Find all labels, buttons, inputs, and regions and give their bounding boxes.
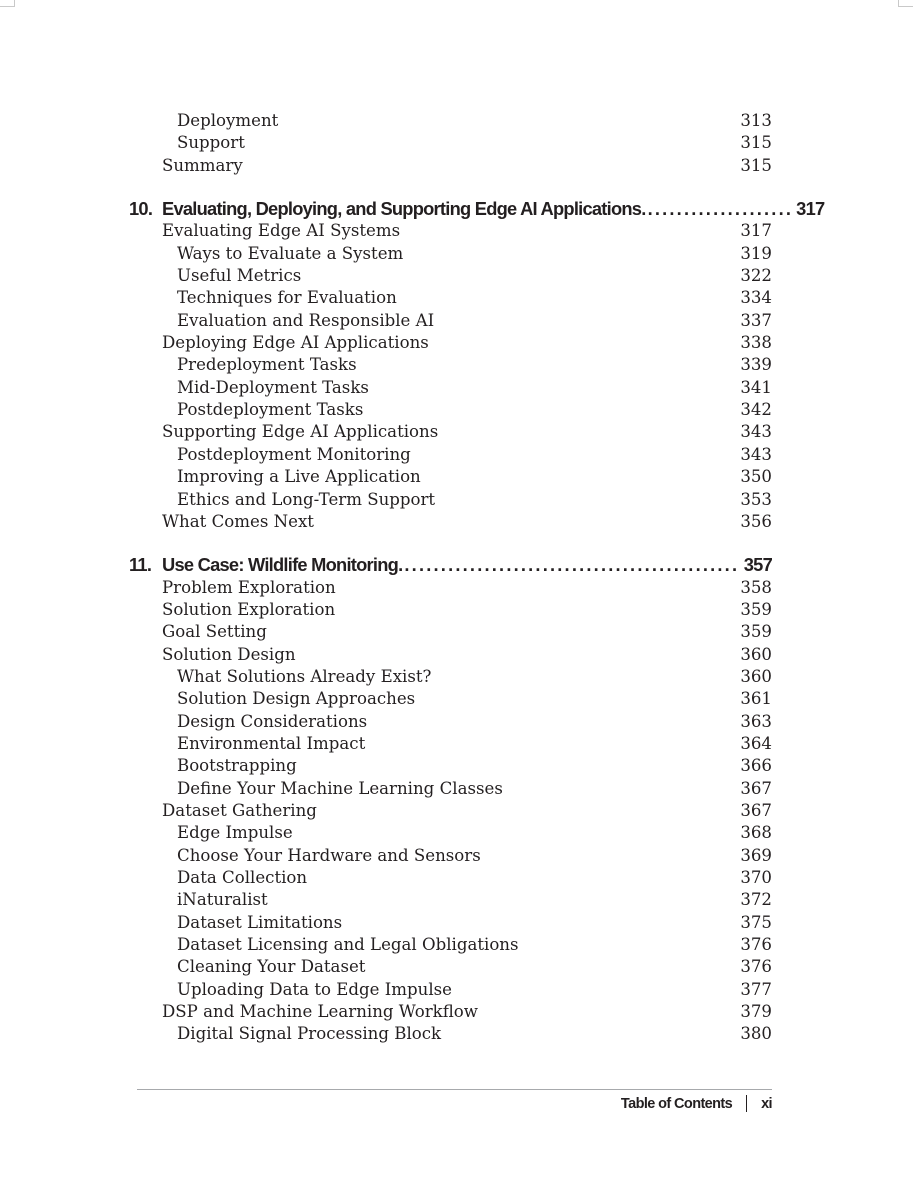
- toc-entry-title: Solution Design: [162, 644, 296, 664]
- chapter-page: 317: [796, 198, 825, 220]
- toc-entry-page: 376: [740, 957, 772, 977]
- toc-entry-title: What Comes Next: [162, 511, 314, 531]
- toc-entry[interactable]: [0, 466, 913, 488]
- chapter-heading[interactable]: [0, 198, 913, 220]
- toc-entry-title: Define Your Machine Learning Classes: [177, 778, 503, 798]
- toc-entry-page: 369: [740, 845, 772, 865]
- toc-entry-title: Dataset Licensing and Legal Obligations: [177, 935, 519, 955]
- toc-entry[interactable]: [0, 243, 913, 265]
- toc-entry-page: 375: [740, 912, 772, 932]
- toc-entry-page: 361: [740, 689, 772, 709]
- toc-entry-title: Ethics and Long-Term Support: [177, 489, 436, 509]
- toc-entry-page: 366: [740, 756, 772, 776]
- toc-entry-page: 343: [740, 422, 772, 442]
- toc-entry-title: iNaturalist: [177, 890, 268, 910]
- toc-entry-page: 372: [740, 890, 772, 910]
- chapter-title-line: [162, 554, 772, 576]
- crop-mark-left: [0, 0, 15, 7]
- chapter-title-line: [162, 198, 825, 220]
- toc-entry[interactable]: [0, 733, 913, 755]
- dot-leader: ....................: [647, 198, 794, 220]
- toc-entry-title: Evaluation and Responsible AI: [177, 310, 435, 330]
- toc-entry-title: Predeployment Tasks: [177, 355, 357, 375]
- toc-entry-title: Solution Design Approaches: [177, 689, 416, 709]
- toc-entry[interactable]: [0, 889, 913, 911]
- toc-entry-title: Postdeployment Tasks: [177, 400, 364, 420]
- toc-entry[interactable]: [0, 934, 913, 956]
- toc-entry-page: 322: [740, 266, 772, 286]
- toc-entry[interactable]: [0, 956, 913, 978]
- toc-entry-page: 367: [740, 778, 772, 798]
- toc-entry-title: Supporting Edge AI Applications: [162, 422, 439, 442]
- toc-entry-page: 356: [740, 511, 772, 531]
- toc-entry[interactable]: [0, 800, 913, 822]
- toc-entry-title: Bootstrapping: [177, 756, 297, 776]
- toc-entry[interactable]: [0, 867, 913, 889]
- toc-entry-title: Digital Signal Processing Block: [177, 1024, 442, 1044]
- toc-entry[interactable]: [0, 979, 913, 1001]
- toc-entry-title: Deploying Edge AI Applications: [162, 333, 429, 353]
- toc-entry-title: Problem Exploration: [162, 577, 336, 597]
- chapter-number: 10.: [129, 198, 153, 220]
- toc-entry[interactable]: [0, 132, 913, 154]
- toc-entry-page: 319: [740, 243, 772, 263]
- chapter-title: Use Case: Wildlife Monitoring.: [162, 554, 403, 576]
- toc-entry-title: Ways to Evaluate a System: [177, 243, 404, 263]
- dot-leader: ..............................................: [404, 554, 740, 576]
- toc-entry[interactable]: [0, 377, 913, 399]
- toc-entry[interactable]: [0, 644, 913, 666]
- toc-entry-title: Evaluating Edge AI Systems: [162, 221, 401, 241]
- toc-entry[interactable]: [0, 755, 913, 777]
- toc-entry-page: 353: [740, 489, 772, 509]
- toc-entry[interactable]: [0, 778, 913, 800]
- toc-entry-title: Environmental Impact: [177, 733, 366, 753]
- toc-entry-title: Summary: [162, 155, 243, 175]
- toc-entry[interactable]: [0, 511, 913, 533]
- toc-entry[interactable]: [0, 310, 913, 332]
- toc-entry-title: Edge Impulse: [177, 823, 293, 843]
- footer-separator: [746, 1095, 747, 1112]
- toc-entry-title: Cleaning Your Dataset: [177, 957, 366, 977]
- toc-entry-page: 341: [740, 377, 772, 397]
- toc-entry[interactable]: [0, 822, 913, 844]
- toc-entry[interactable]: [0, 489, 913, 511]
- toc-entry[interactable]: [0, 577, 913, 599]
- toc-entry[interactable]: [0, 354, 913, 376]
- toc-entry-page: 363: [740, 711, 772, 731]
- toc-entry-title: What Solutions Already Exist?: [177, 666, 432, 686]
- toc-entry-title: Data Collection: [177, 868, 308, 887]
- toc-entry-page: 360: [740, 644, 772, 664]
- toc-entry-title: Solution Exploration: [162, 599, 336, 619]
- chapter-title: Evaluating, Deploying, and Supporting Edge AI Applications.: [162, 198, 646, 220]
- toc-entry-page: 359: [740, 622, 772, 642]
- footer-page-number: xi: [761, 1095, 772, 1112]
- toc-entry-title: Support: [177, 133, 245, 153]
- toc-entry[interactable]: [0, 1001, 913, 1023]
- chapter-page: 357: [743, 554, 772, 576]
- toc-entry-page: 360: [740, 666, 772, 686]
- toc-entry-page: 377: [740, 979, 772, 999]
- toc-entry[interactable]: [0, 599, 913, 621]
- toc-entry-page: 337: [740, 310, 772, 330]
- toc-entry-page: 368: [740, 823, 772, 843]
- toc-entry-title: Dataset Gathering: [162, 800, 317, 820]
- toc-entry-title: Deployment: [177, 111, 279, 130]
- toc-entry-page: 317: [740, 221, 772, 241]
- toc-entry-title: Mid-Deployment Tasks: [177, 377, 369, 397]
- toc-entry-page: 339: [740, 355, 772, 375]
- toc-entry-page: 364: [740, 733, 772, 753]
- toc-entry[interactable]: [0, 220, 913, 242]
- toc-entry-title: DSP and Machine Learning Workflow: [162, 1002, 478, 1022]
- toc-entry[interactable]: [0, 110, 913, 132]
- toc-entry-page: 315: [740, 155, 772, 175]
- toc-entry-page: 380: [740, 1024, 772, 1044]
- toc-entry[interactable]: [0, 399, 913, 421]
- toc-entry-page: 379: [740, 1002, 772, 1022]
- toc-entry[interactable]: [0, 621, 913, 643]
- toc-entry-page: 342: [740, 400, 772, 420]
- chapter-heading[interactable]: [0, 554, 913, 576]
- toc-entry-title: Dataset Limitations: [177, 912, 343, 932]
- toc-entry[interactable]: [0, 265, 913, 287]
- toc-entry-page: 359: [740, 599, 772, 619]
- toc-entry-page: 338: [740, 333, 772, 353]
- toc-entry-page: 376: [740, 935, 772, 955]
- toc-entry[interactable]: [0, 287, 913, 309]
- toc-entry[interactable]: [0, 912, 913, 934]
- crop-mark-right: [898, 0, 913, 7]
- chapter-number: 11.: [129, 554, 152, 576]
- page-footer: [621, 1095, 772, 1112]
- toc-entry-page: 367: [740, 800, 772, 820]
- toc-entry-page: 358: [740, 577, 772, 597]
- toc-entry-title: Uploading Data to Edge Impulse: [177, 979, 452, 999]
- toc-entry[interactable]: [0, 666, 913, 688]
- toc-entry[interactable]: [0, 155, 913, 177]
- toc-entry[interactable]: [0, 711, 913, 733]
- toc-entry-title: Improving a Live Application: [177, 467, 421, 487]
- toc-entry-page: 315: [740, 133, 772, 153]
- toc-entry-page: 313: [740, 111, 772, 130]
- toc-entry-title: Choose Your Hardware and Sensors: [177, 845, 481, 865]
- toc-entry[interactable]: [0, 332, 913, 354]
- table-of-contents: [0, 110, 913, 1046]
- footer-label: Table of Contents: [620, 1095, 733, 1112]
- toc-entry-page: 334: [740, 288, 772, 308]
- toc-entry[interactable]: [0, 688, 913, 710]
- toc-entry-title: Useful Metrics: [177, 266, 302, 286]
- toc-entry-page: 350: [740, 467, 772, 487]
- toc-entry[interactable]: [0, 444, 913, 466]
- toc-entry-page: 343: [740, 444, 772, 464]
- footer-divider: [137, 1089, 772, 1090]
- toc-entry[interactable]: [0, 421, 913, 443]
- toc-entry[interactable]: [0, 845, 913, 867]
- toc-entry-title: Postdeployment Monitoring: [177, 444, 411, 464]
- toc-entry-title: Design Considerations: [177, 711, 368, 731]
- toc-entry[interactable]: [0, 1023, 913, 1045]
- toc-entry-title: Techniques for Evaluation: [177, 288, 397, 308]
- toc-entry-title: Goal Setting: [162, 622, 267, 642]
- toc-entry-page: 370: [740, 868, 772, 887]
